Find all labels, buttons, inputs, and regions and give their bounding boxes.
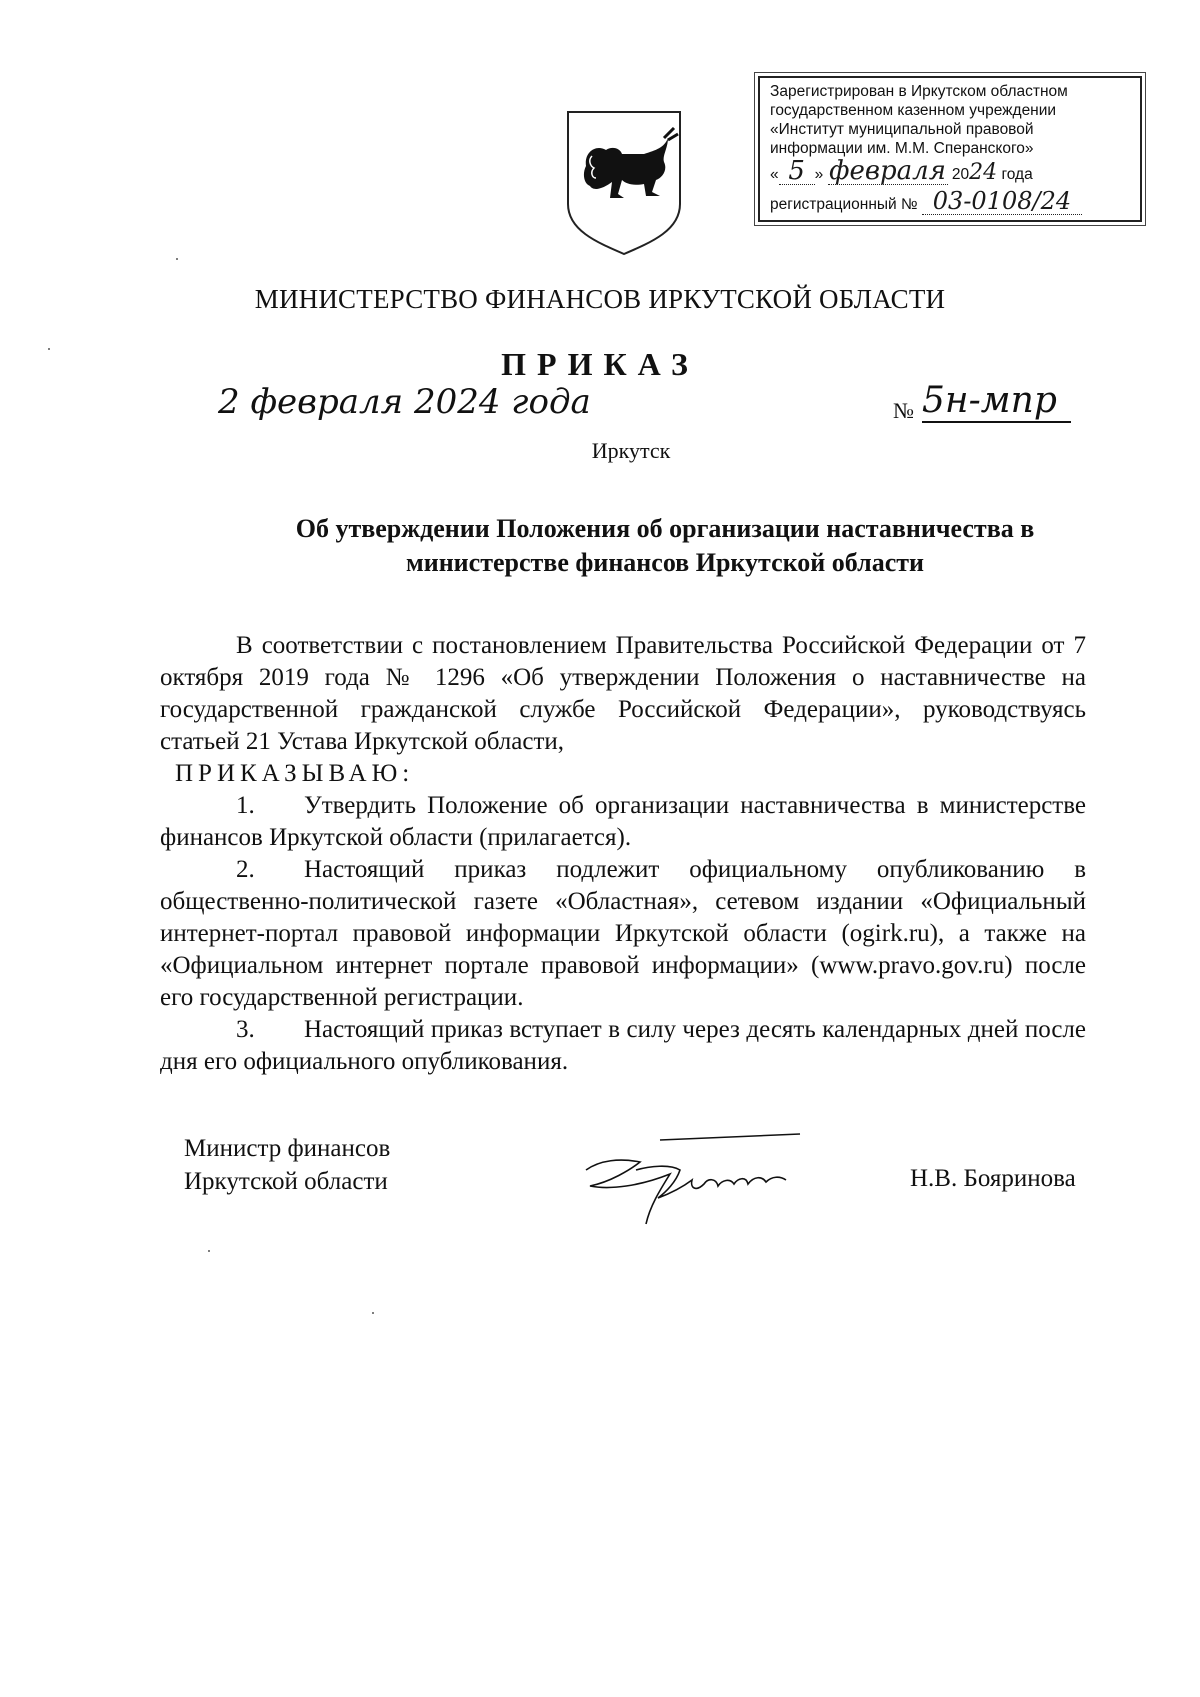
stamp-close-quote: » xyxy=(814,166,824,183)
document-body xyxy=(160,630,1086,1078)
registration-stamp xyxy=(758,76,1142,222)
stamp-line-4: информации им. М.М. Сперанского» xyxy=(770,140,1034,157)
number-label: № xyxy=(893,398,914,423)
order-item-text: Настоящий приказ вступает в силу через десять календарных дней после дня его официального опубликования. xyxy=(160,1016,1086,1075)
order-item-2 xyxy=(160,854,1086,1014)
stamp-reg-number: 03-0108/24 xyxy=(922,188,1082,215)
stamp-year-suffix: 24 xyxy=(969,160,998,185)
stamp-line-2: государственном казенном учреждении xyxy=(770,102,1057,119)
handwritten-signature xyxy=(580,1130,840,1240)
order-item-text: Настоящий приказ подлежит официальному опубликованию в общественно-политической газете «Областная», сетевом издании «Официальный интернет-портал правовой информации Иркутской области (ogirk.ru), а также на «Официальном интернет портале правовой информации» (www.pravo.gov.ru) после его государственной регистрации. xyxy=(160,856,1086,1011)
scan-speck xyxy=(176,258,178,260)
document-title-line-2: министерстве финансов Иркутской области xyxy=(406,548,924,577)
stamp-year-prefix: 20 xyxy=(951,166,970,183)
order-title: ПРИКАЗ xyxy=(501,346,699,382)
city: Иркутск xyxy=(591,438,671,463)
order-item-number: 1. xyxy=(236,792,255,819)
coat-of-arms-icon xyxy=(564,108,684,258)
order-item-number: 2. xyxy=(236,856,255,883)
stamp-year-word: года xyxy=(1001,166,1033,183)
scan-speck xyxy=(48,348,50,350)
stamp-line-3: «Институт муниципальной правовой xyxy=(770,121,1034,138)
document-title-line-1: Об утверждении Положения об организации наставничества в xyxy=(295,514,1035,543)
handwritten-order-number: 5н-мпр xyxy=(922,380,1071,423)
document-title xyxy=(240,512,1090,580)
stamp-reg-line xyxy=(770,188,1134,218)
stamp-reg-label: регистрационный № xyxy=(770,196,918,213)
handwritten-date: 2 февраля 2024 года xyxy=(218,382,591,422)
signatory-position-line-2: Иркутской области xyxy=(184,1168,388,1195)
stamp-day: 5 xyxy=(779,158,815,185)
order-item-1 xyxy=(160,790,1086,854)
stamp-open-quote: « xyxy=(770,166,779,183)
preamble: В соответствии с постановлением Правительства Российской Федерации от 7 октября 2019 года № 1296 «Об утверждении Положения о наставничестве на государственной гражданской службе Российской Федерации», руководствуясь статьей 21 Устава Иркутской области, xyxy=(160,632,1086,755)
stamp-line-1: Зарегистрирован в Иркутском областном xyxy=(770,83,1068,100)
order-item-number: 3. xyxy=(236,1016,255,1043)
stamp-date-line xyxy=(770,158,1134,188)
signatory-name: Н.В. Бояринова xyxy=(910,1165,1076,1192)
scan-speck xyxy=(208,1250,210,1252)
stamp-month: февраля xyxy=(829,156,946,186)
order-item-text: Утвердить Положение об организации наставничества в министерстве финансов Иркутской области (прилагается). xyxy=(160,792,1086,851)
order-word: ПРИКАЗЫВАЮ: xyxy=(175,760,415,787)
signatory-position-line-1: Министр финансов xyxy=(184,1135,391,1162)
signatory-position xyxy=(184,1132,390,1198)
ministry-name: МИНИСТЕРСТВО ФИНАНСОВ ИРКУТСКОЙ ОБЛАСТИ xyxy=(254,284,946,314)
order-item-3 xyxy=(160,1014,1086,1078)
scan-speck xyxy=(372,1312,374,1314)
